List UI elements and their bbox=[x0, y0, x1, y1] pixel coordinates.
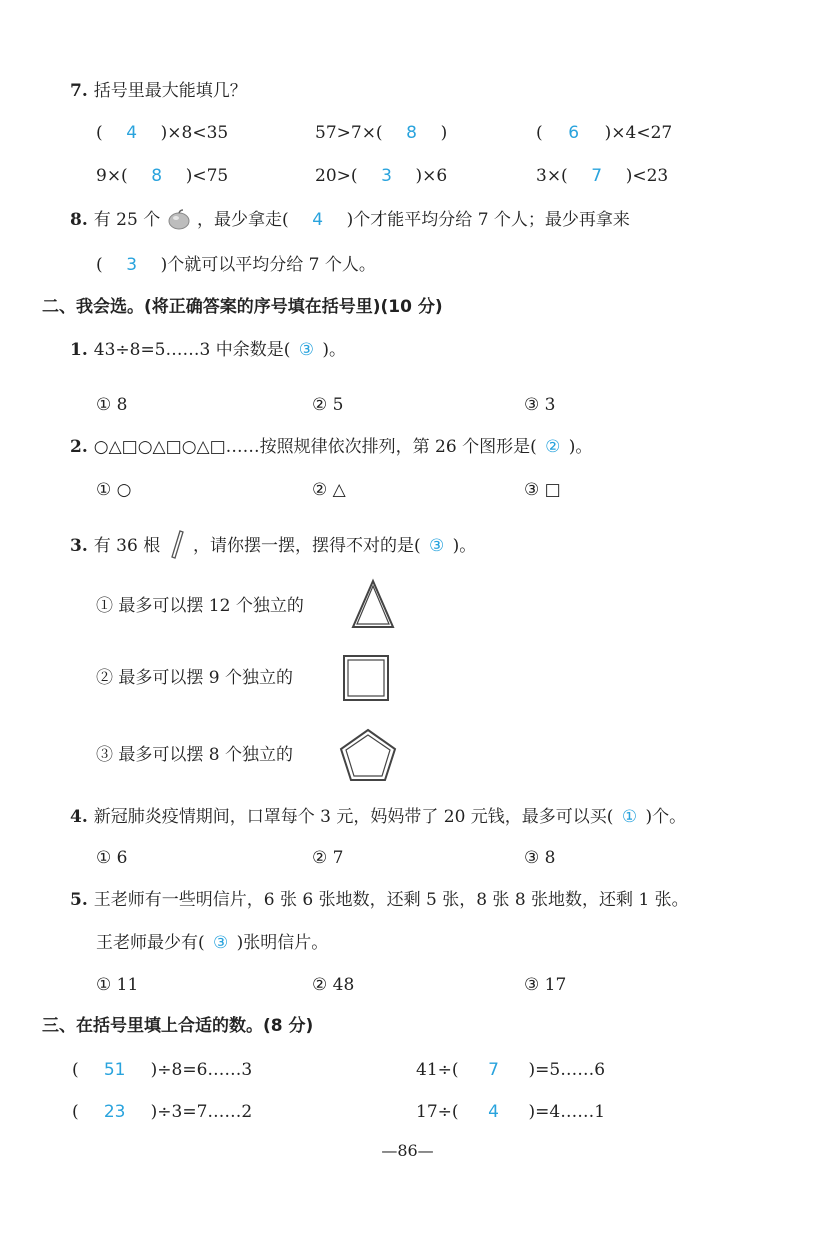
answer[interactable]: 4 bbox=[126, 123, 138, 143]
s2-q3-option-3[interactable]: ③ 最多可以摆 8 个独立的 bbox=[96, 745, 294, 765]
answer[interactable]: ② bbox=[545, 437, 561, 457]
section-3-title: 三、在括号里填上合适的数。(8 分) bbox=[42, 1016, 314, 1036]
q7-item-1: ( 4 )×8<35 bbox=[96, 123, 229, 143]
s2-q1-option-2[interactable]: ② 5 bbox=[312, 395, 344, 415]
s2-q4-option-2[interactable]: ② 7 bbox=[312, 848, 344, 868]
s2-q3-option-1[interactable]: ① 最多可以摆 12 个独立的 bbox=[96, 596, 304, 616]
s2-q2-option-1[interactable]: ① ○ bbox=[96, 480, 132, 500]
q7-item-3: ( 6 )×4<27 bbox=[536, 123, 673, 143]
s2-q3-option-2[interactable]: ② 最多可以摆 9 个独立的 bbox=[96, 668, 294, 688]
s3-item-2: 41÷( 7 )=5……6 bbox=[416, 1060, 606, 1080]
s2-q1: 1. 43÷8=5……3 中余数是( ③ )。 bbox=[70, 340, 346, 360]
q7-item-6: 3×( 7 )<23 bbox=[536, 166, 669, 186]
answer[interactable]: 4 bbox=[488, 1102, 499, 1122]
s2-q3: 3. 有 36 根 ，请你摆一摆，摆得不对的是( ③ )。 bbox=[70, 529, 476, 559]
question-number: 7. bbox=[70, 81, 88, 101]
answer[interactable]: 23 bbox=[103, 1102, 126, 1122]
answer[interactable]: 7 bbox=[488, 1060, 499, 1080]
answer[interactable]: ③ bbox=[429, 536, 445, 556]
triangle-icon bbox=[350, 578, 396, 630]
q8-line-1: 8. 有 25 个 ，最少拿走( 4 )个才能平均分给 7 个人；最少再拿来 bbox=[70, 210, 630, 230]
page-number: —86— bbox=[381, 1141, 434, 1160]
s2-q1-option-3[interactable]: ③ 3 bbox=[524, 395, 556, 415]
answer[interactable]: 3 bbox=[381, 166, 392, 186]
s2-q5-option-3[interactable]: ③ 17 bbox=[524, 975, 567, 995]
q7-item-2: 57>7×( 8 ) bbox=[315, 123, 448, 143]
s2-q5-option-1[interactable]: ① 11 bbox=[96, 975, 139, 995]
stick-icon bbox=[166, 529, 188, 559]
s2-q5-option-2[interactable]: ② 48 bbox=[312, 975, 355, 995]
answer[interactable]: ① bbox=[621, 807, 638, 827]
square-icon bbox=[342, 654, 390, 702]
answer[interactable]: 3 bbox=[126, 255, 138, 275]
q7-item-5: 20>( 3 )×6 bbox=[315, 166, 448, 186]
s2-q4-option-1[interactable]: ① 6 bbox=[96, 848, 128, 868]
s3-item-3: ( 23 )÷3=7……2 bbox=[72, 1102, 253, 1122]
pentagon-icon bbox=[338, 728, 398, 782]
answer[interactable]: 51 bbox=[103, 1060, 126, 1080]
s3-item-1: ( 51 )÷8=6……3 bbox=[72, 1060, 253, 1080]
s2-q5-line-2: 王老师最少有( ③ )张明信片。 bbox=[96, 933, 329, 953]
answer[interactable]: ③ bbox=[213, 933, 229, 953]
apple-icon bbox=[166, 209, 192, 229]
q7-item-4: 9×( 8 )<75 bbox=[96, 166, 229, 186]
answer[interactable]: 4 bbox=[312, 210, 324, 230]
s3-item-4: 17÷( 4 )=4……1 bbox=[416, 1102, 606, 1122]
s2-q4: 4. 新冠肺炎疫情期间，口罩每个 3 元，妈妈带了 20 元钱，最多可以买( ① )个。 bbox=[70, 807, 687, 827]
s2-q2-option-3[interactable]: ③ □ bbox=[524, 480, 561, 500]
s2-q1-option-1[interactable]: ① 8 bbox=[96, 395, 128, 415]
s2-q2-option-2[interactable]: ② △ bbox=[312, 480, 346, 500]
question-number: 8. bbox=[70, 210, 88, 230]
question-text: 括号里最大能填几？ bbox=[93, 81, 247, 101]
s2-q5-line-1: 5. 王老师有一些明信片，6 张 6 张地数，还剩 5 张，8 张 8 张地数，还剩 1 张。 bbox=[70, 890, 689, 910]
q7-title bbox=[70, 80, 247, 102]
answer[interactable]: 7 bbox=[591, 166, 603, 186]
section-2-title: 二、我会选。(将正确答案的序号填在括号里)(10 分) bbox=[42, 297, 443, 317]
s2-q2: 2. ○△□○△□○△□……按照规律依次排列，第 26 个图形是( ② )。 bbox=[70, 437, 593, 457]
answer[interactable]: ③ bbox=[298, 340, 314, 360]
q8-line-2: ( 3 )个就可以平均分给 7 个人。 bbox=[96, 255, 376, 275]
answer[interactable]: 8 bbox=[406, 123, 417, 143]
s2-q4-option-3[interactable]: ③ 8 bbox=[524, 848, 556, 868]
answer[interactable]: 8 bbox=[151, 166, 163, 186]
answer[interactable]: 6 bbox=[568, 123, 580, 143]
